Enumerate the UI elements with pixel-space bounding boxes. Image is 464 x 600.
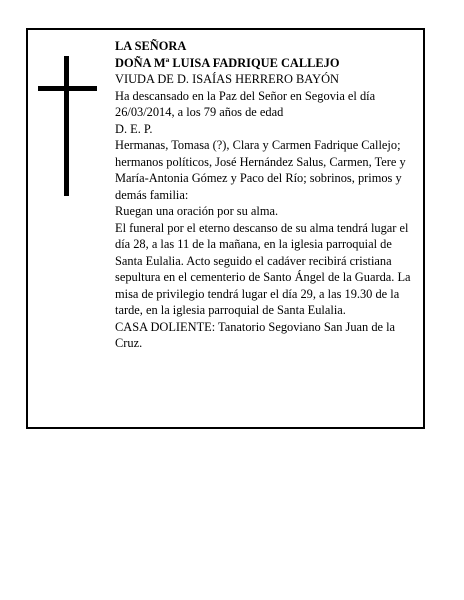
cross-icon bbox=[64, 56, 69, 196]
obituary-text bbox=[115, 38, 415, 352]
funeral-text: El funeral por el eterno descanso de su alma tendrá lugar el día 28, a las 11 de la mañana, en la iglesia parroquial de Santa Eulalia. Acto seguido el cadáver recibirá cristiana sepultura en el cementerio de Santo Ángel de la Guarda. La misa de privilegio tendrá lugar el día 29, a las 19.30 de la tarde, en la iglesia parroquial de Santa Eulalia. bbox=[115, 220, 411, 317]
family-text: Hermanas, Tomasa (?), Clara y Carmen Fadrique Callejo; hermanos políticos, José Hernández Salus, Carmen, Tere y María-Antonia Gómez y Paco del Río; sobrinos, primos y demás familia: bbox=[115, 138, 406, 202]
widow-line: VIUDA DE D. ISAÍAS HERRERO BAYÓN bbox=[115, 72, 339, 86]
deceased-name: DOÑA Mª LUISA FADRIQUE CALLEJO bbox=[115, 55, 340, 70]
rip-text: D. E. P. bbox=[115, 121, 153, 136]
notice-title: LA SEÑORA bbox=[115, 39, 187, 53]
death-text: Ha descansado en la Paz del Señor en Segovia el día 26/03/2014, a los 79 años de edad bbox=[115, 88, 376, 119]
prayer-text: Ruegan una oración por su alma. bbox=[115, 204, 279, 218]
mourning-house: CASA DOLIENTE: Tanatorio Segoviano San Juan de la Cruz. bbox=[115, 319, 396, 350]
cross-icon-crossbar bbox=[38, 86, 97, 91]
